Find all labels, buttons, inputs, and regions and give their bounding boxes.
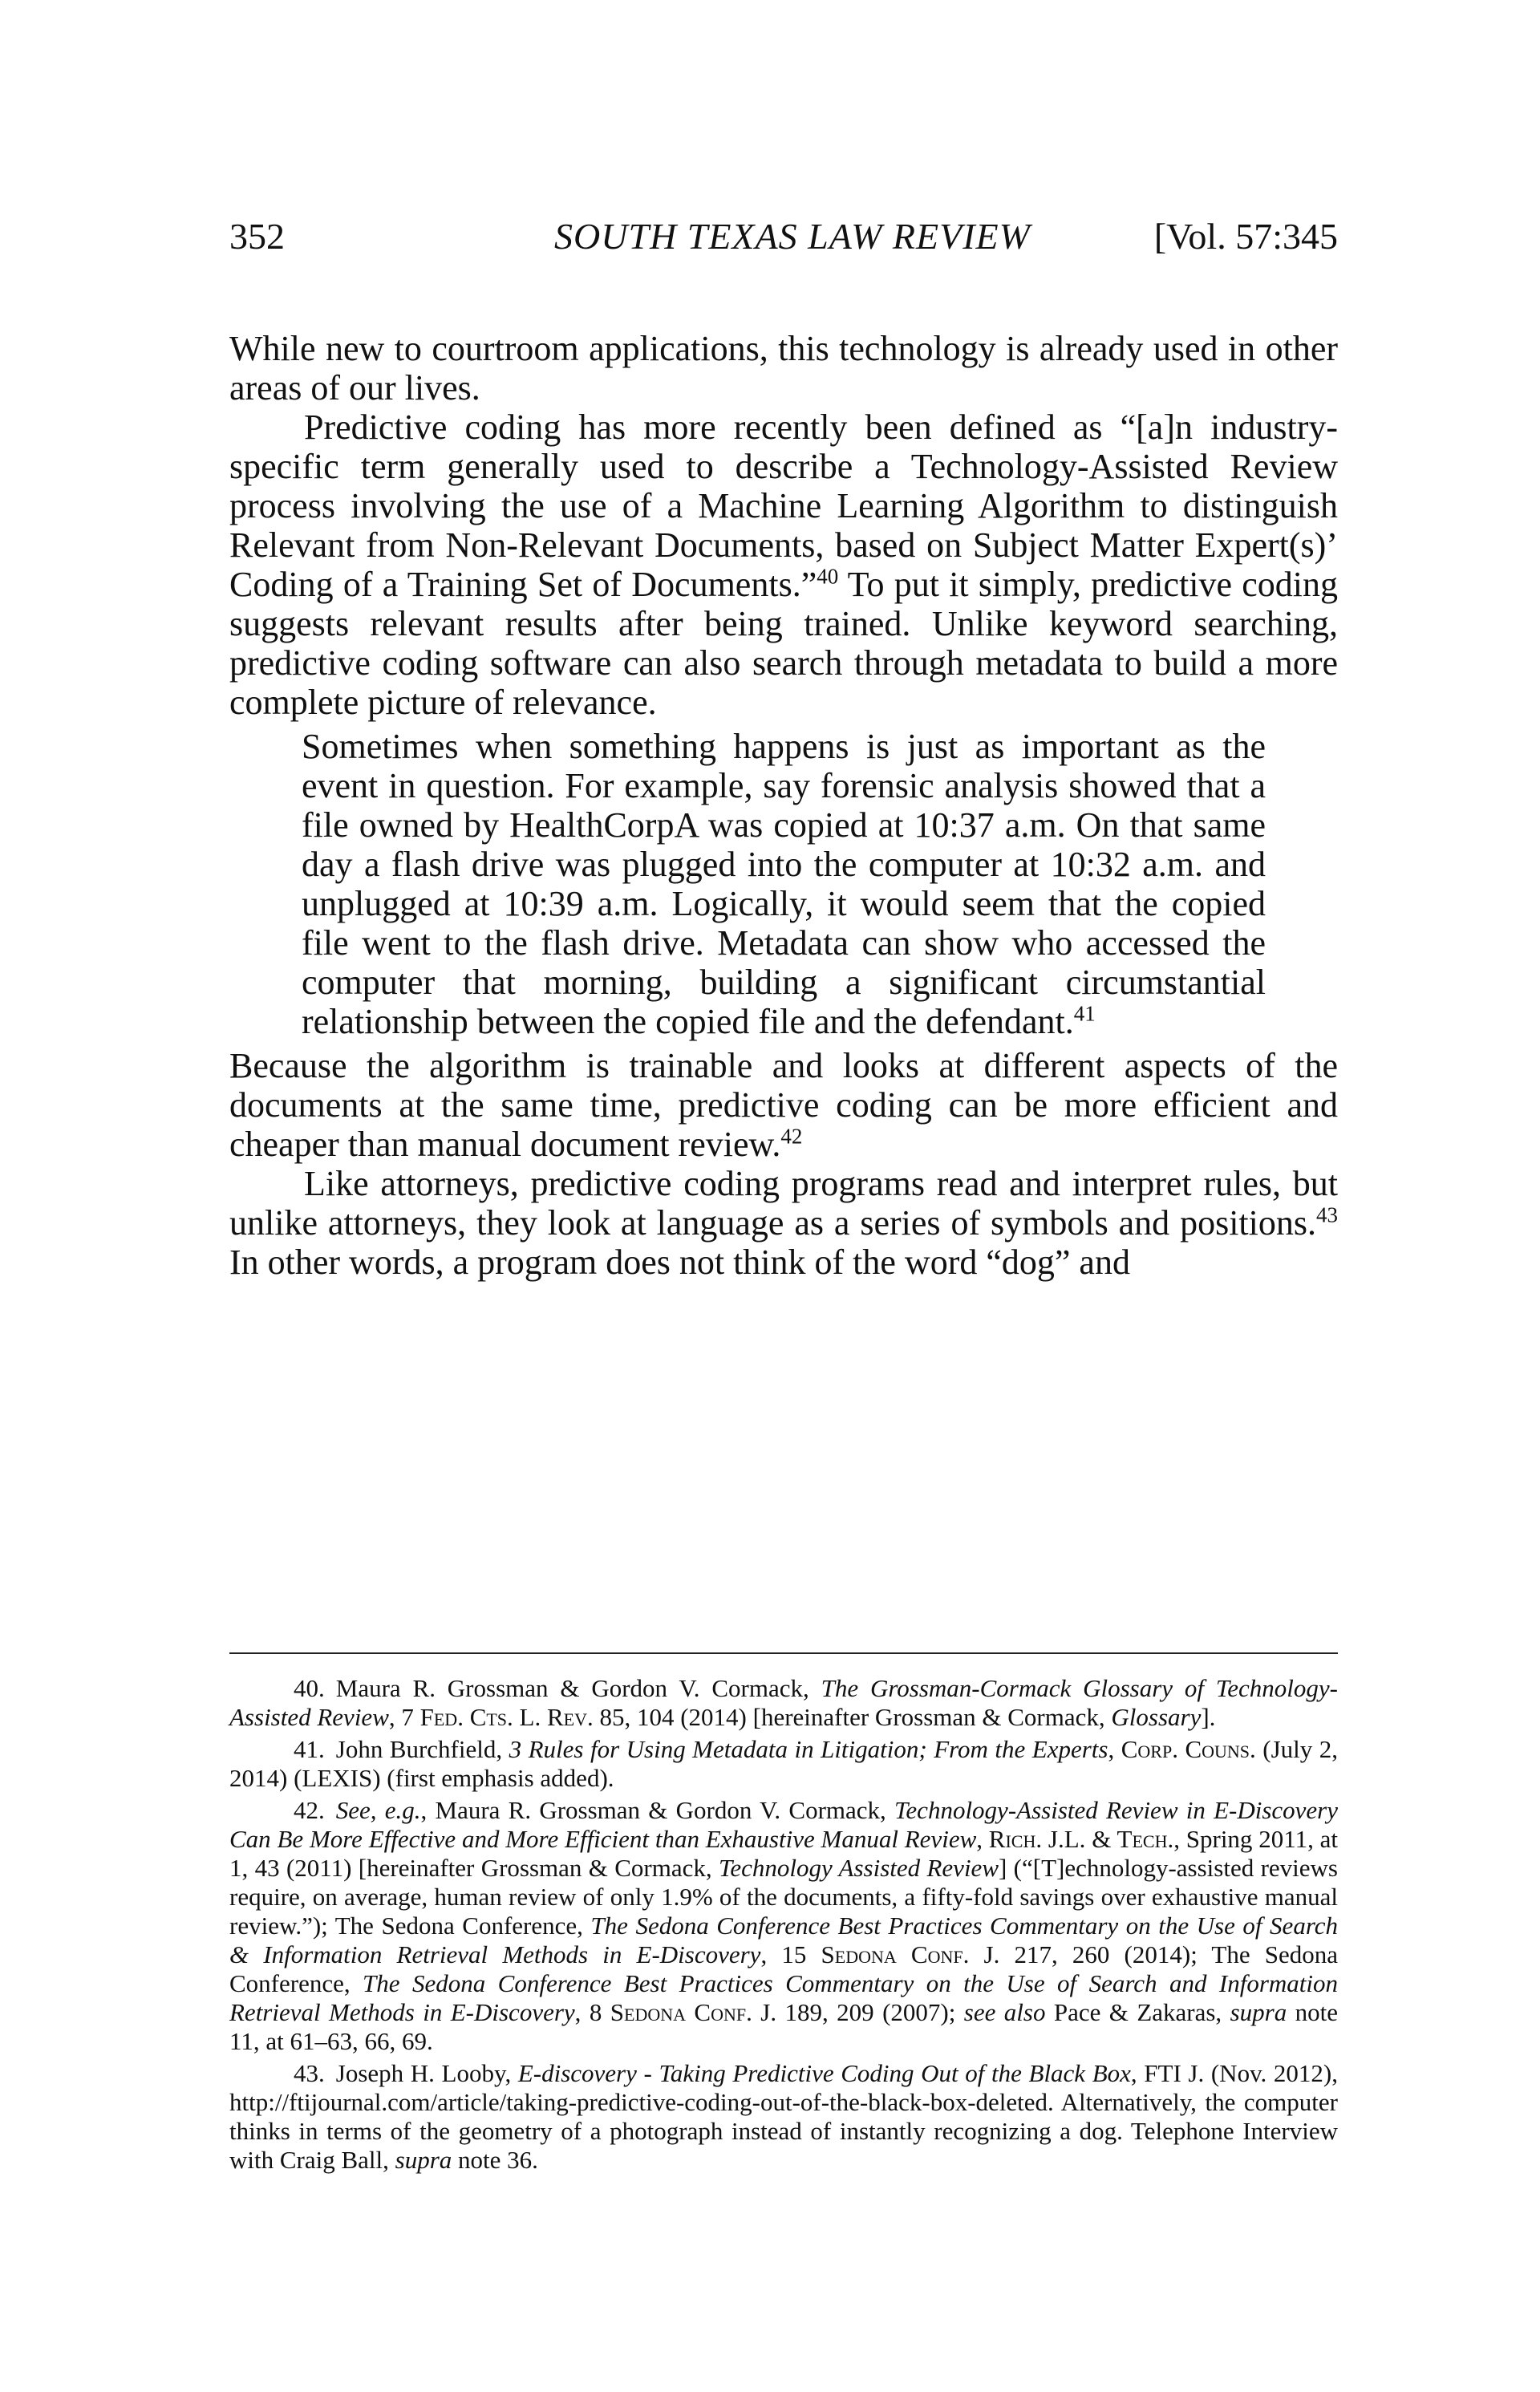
signal: See, e.g. [335, 1796, 421, 1824]
journal-title: SOUTH TEXAS LAW REVIEW [554, 216, 1031, 257]
paragraph-2-text: Predictive coding has more recently been defined as “[a]n industry-specific term generally used to describe a Technology-Assisted Review process involving the use of a Machine Learning Algorithm to distinguish Relevant from Non-Relevant Documents, based on Subject Matter Expert(s)’ Coding of a Training Set of Documents.” [229, 407, 1338, 604]
block-quote [302, 727, 1266, 1041]
footnote-number: 42. [294, 1796, 325, 1824]
footnote-ref-40[interactable]: 40 [817, 564, 839, 589]
footnote-text: note 11, at 61–63, 66, 69. [229, 1998, 1339, 2055]
short-title: Glossary [1111, 1703, 1202, 1731]
citation-title: E-discovery - Taking Predictive Coding Out of the Black Box [517, 2059, 1131, 2087]
footnote-text: note 36. [452, 2146, 538, 2174]
paragraph-4-tail: In other words, a program does not think of the word “dog” and [229, 1243, 1130, 1282]
paragraph-4-text: Like attorneys, predictive coding programs read and interpret rules, but unlike attorneys, they look at language as a series of symbols and positions. [229, 1164, 1338, 1243]
citation-title: The Sedona Conference Best Practices Commentary on the Use of Search & Information Retrieval Methods in E-Discovery [229, 1912, 1338, 1968]
footnote-number: 41. [294, 1735, 325, 1763]
journal-abbrev: Sedona Conf. [610, 1998, 752, 2026]
footnote-text: , [976, 1825, 989, 1853]
page-number: 352 [229, 216, 285, 257]
citation-title: The Sedona Conference Best Practices Commentary on the Use of Search and Information Retrieval Methods in E-Discovery [229, 1969, 1338, 2026]
paragraph-4 [229, 1164, 1338, 1282]
footnote-text: , FTI J. (Nov. 2012), http://ftijournal.com/article/taking-predictive-coding-out-of-the-black-box-deleted. Alternatively, the computer thinks in terms of the geometry of a photograph instead of instantly recognizing a dog. Telephone Interview with Craig Ball, [229, 2059, 1339, 2174]
footnote-ref-42[interactable]: 42 [780, 1124, 803, 1149]
body-text [229, 329, 1338, 1282]
footnote-text: John Burchfield, [335, 1735, 509, 1763]
footnote-43 [229, 2059, 1338, 2175]
footnote-text: ] (“[T]echnology-assisted reviews require, on average, human review of only 1.9% of the documents, a fifty-fold savings over exhaustive manual review.”); The Sedona Conference, [229, 1854, 1338, 1940]
footnote-text: 85, 104 (2014) [hereinafter Grossman & Cormack, [593, 1703, 1112, 1731]
signal: see also [963, 1998, 1046, 2026]
footnote-text: , 8 [574, 1998, 610, 2026]
journal-abbrev: Sedona Conf. [821, 1940, 970, 1968]
footnote-number: 43. [294, 2059, 325, 2087]
footnote-ref-43[interactable]: 43 [1316, 1202, 1338, 1227]
footnote-41 [229, 1735, 1338, 1793]
journal-abbrev: Corp. Couns. [1121, 1735, 1256, 1763]
block-quote-text: Sometimes when something happens is just as important as the event in question. For example, say forensic analysis showed that a file owned by HealthCorpA was copied at 10:37 a.m. On that same day a flash drive was plugged into the computer at 10:32 a.m. and unplugged at 10:39 a.m. Logically, it would seem that the copied file went to the flash drive. Metadata can show who accessed the computer that morning, building a significant circumstantial relationship between the copied file and the defendant. [302, 727, 1266, 1041]
journal-abbrev: Fed. Cts. L. Rev. [419, 1703, 594, 1731]
paragraph-3 [229, 1046, 1338, 1164]
footnote-ref-41[interactable]: 41 [1073, 1001, 1096, 1026]
citation-title: Technology-Assisted Review in E-Discovery Can Be More Effective and More Efficient than Exhaustive Manual Review [229, 1796, 1339, 1853]
footnote-text: Maura R. Grossman & Gordon V. Cormack, [335, 1674, 821, 1702]
footnote-text: J. 217, 260 (2014); The Sedona Conference, [229, 1940, 1339, 1997]
footnote-text: , Maura R. Grossman & Gordon V. Cormack, [420, 1796, 895, 1824]
volume-citation: [Vol. 57:345 [1153, 216, 1338, 257]
footnote-text: , 7 [388, 1703, 420, 1731]
footnote-divider [229, 1652, 1338, 1654]
paragraph-3-text: Because the algorithm is trainable and looks at different aspects of the documents at the same time, predictive coding can be more efficient and cheaper than manual document review. [229, 1046, 1338, 1164]
footnote-text: , 15 [760, 1940, 821, 1968]
short-title: Technology Assisted Review [718, 1854, 999, 1882]
journal-abbrev: Rich. J.L. & Tech. [988, 1825, 1174, 1853]
footnote-text: , [1108, 1735, 1121, 1763]
footnote-text: (July 2, 2014) (LEXIS) (first emphasis added). [229, 1735, 1339, 1792]
footnote-text: J. 189, 209 (2007); [752, 1998, 964, 2026]
footnote-text: , Spring 2011, at 1, 43 (2011) [hereinafter Grossman & Cormack, [229, 1825, 1338, 1882]
footnote-40 [229, 1674, 1338, 1732]
signal: supra [395, 2146, 452, 2174]
signal: supra [1230, 1998, 1287, 2026]
footnote-text: Pace & Zakaras, [1045, 1998, 1230, 2026]
footnotes [229, 1674, 1338, 2178]
footnote-42 [229, 1796, 1338, 2056]
paragraph-1: While new to courtroom applications, this technology is already used in other areas of our lives. [229, 329, 1338, 407]
citation-title: The Grossman-Cormack Glossary of Technology-Assisted Review [229, 1674, 1338, 1731]
paragraph-2 [229, 407, 1338, 722]
paragraph-2-tail: To put it simply, predictive coding suggests relevant results after being trained. Unlike keyword searching, predictive coding software can also search through metadata to build a more complete picture of relevance. [229, 565, 1338, 722]
footnote-text: ]. [1201, 1703, 1216, 1731]
footnote-number: 40. [294, 1674, 325, 1702]
running-header [229, 213, 1338, 261]
footnote-text: Joseph H. Looby, [335, 2059, 518, 2087]
citation-title: 3 Rules for Using Metadata in Litigation; From the Experts [509, 1735, 1108, 1763]
